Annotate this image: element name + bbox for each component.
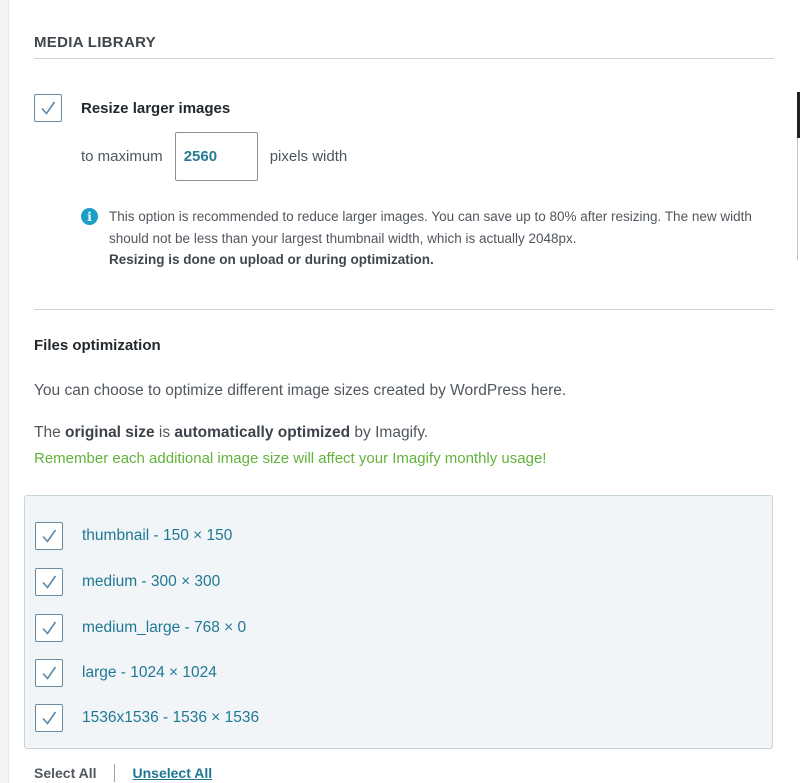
max-width-row xyxy=(81,132,347,181)
original-note-bold: original size xyxy=(65,424,155,441)
checkmark-icon xyxy=(40,573,58,591)
size-item-medium[interactable] xyxy=(35,568,220,596)
size-label[interactable]: medium_large - 768 × 0 xyxy=(82,619,247,636)
original-note-part: The xyxy=(34,424,66,441)
info-bold-note: Resizing is done on upload or during optimization. xyxy=(109,252,434,267)
size-checkbox[interactable] xyxy=(35,614,63,642)
resize-info xyxy=(81,206,771,271)
size-checkbox[interactable] xyxy=(35,568,63,596)
resize-option xyxy=(34,94,230,122)
checkmark-icon xyxy=(40,709,58,727)
files-optimization-description: You can choose to optimize different image sizes created by WordPress here. xyxy=(34,382,567,399)
size-item-thumbnail[interactable] xyxy=(35,522,232,550)
checkmark-icon xyxy=(40,527,58,545)
separator xyxy=(114,764,115,782)
size-item-large[interactable] xyxy=(35,659,217,687)
info-icon: i xyxy=(81,208,98,225)
divider xyxy=(34,58,774,59)
files-optimization-title: Files optimization xyxy=(34,337,161,354)
max-width-input[interactable] xyxy=(175,132,258,181)
max-width-suffix: pixels width xyxy=(269,148,348,165)
resize-label[interactable]: Resize larger images xyxy=(81,99,231,117)
size-checkbox[interactable] xyxy=(35,659,63,687)
size-label[interactable]: 1536x1536 - 1536 × 1536 xyxy=(82,709,260,726)
size-label[interactable]: large - 1024 × 1024 xyxy=(82,664,217,681)
size-item-1536x1536[interactable] xyxy=(35,704,259,732)
divider xyxy=(34,309,774,310)
right-column-border xyxy=(797,138,798,260)
size-label[interactable]: thumbnail - 150 × 150 xyxy=(82,527,233,544)
info-description: This option is recommended to reduce larger images. You can save up to 80% after resizing. The new width should not be less than your largest thumbnail width, which is actually 2048px. xyxy=(109,209,752,246)
size-item-medium-large[interactable] xyxy=(35,614,246,642)
size-label[interactable]: medium - 300 × 300 xyxy=(82,573,221,590)
section-title: MEDIA LIBRARY xyxy=(34,34,156,51)
original-size-note xyxy=(34,424,428,442)
usage-warning: Remember each additional image size will affect your Imagify monthly usage! xyxy=(34,450,547,467)
original-note-part: is xyxy=(154,424,175,441)
original-note-bold: automatically optimized xyxy=(174,424,351,441)
checkmark-icon xyxy=(40,664,58,682)
unselect-all-link[interactable]: Unselect All xyxy=(132,765,213,781)
size-checkbox[interactable] xyxy=(35,522,63,550)
left-rail xyxy=(0,0,9,783)
checkmark-icon xyxy=(39,99,57,117)
info-text xyxy=(109,206,771,271)
size-checkbox[interactable] xyxy=(35,704,63,732)
checkmark-icon xyxy=(40,619,58,637)
resize-checkbox[interactable] xyxy=(34,94,62,122)
select-all-link[interactable]: Select All xyxy=(34,765,97,781)
image-sizes-list xyxy=(24,495,773,749)
selection-controls xyxy=(34,764,212,782)
max-width-prefix: to maximum xyxy=(81,148,163,165)
original-note-part: by Imagify. xyxy=(350,424,429,441)
